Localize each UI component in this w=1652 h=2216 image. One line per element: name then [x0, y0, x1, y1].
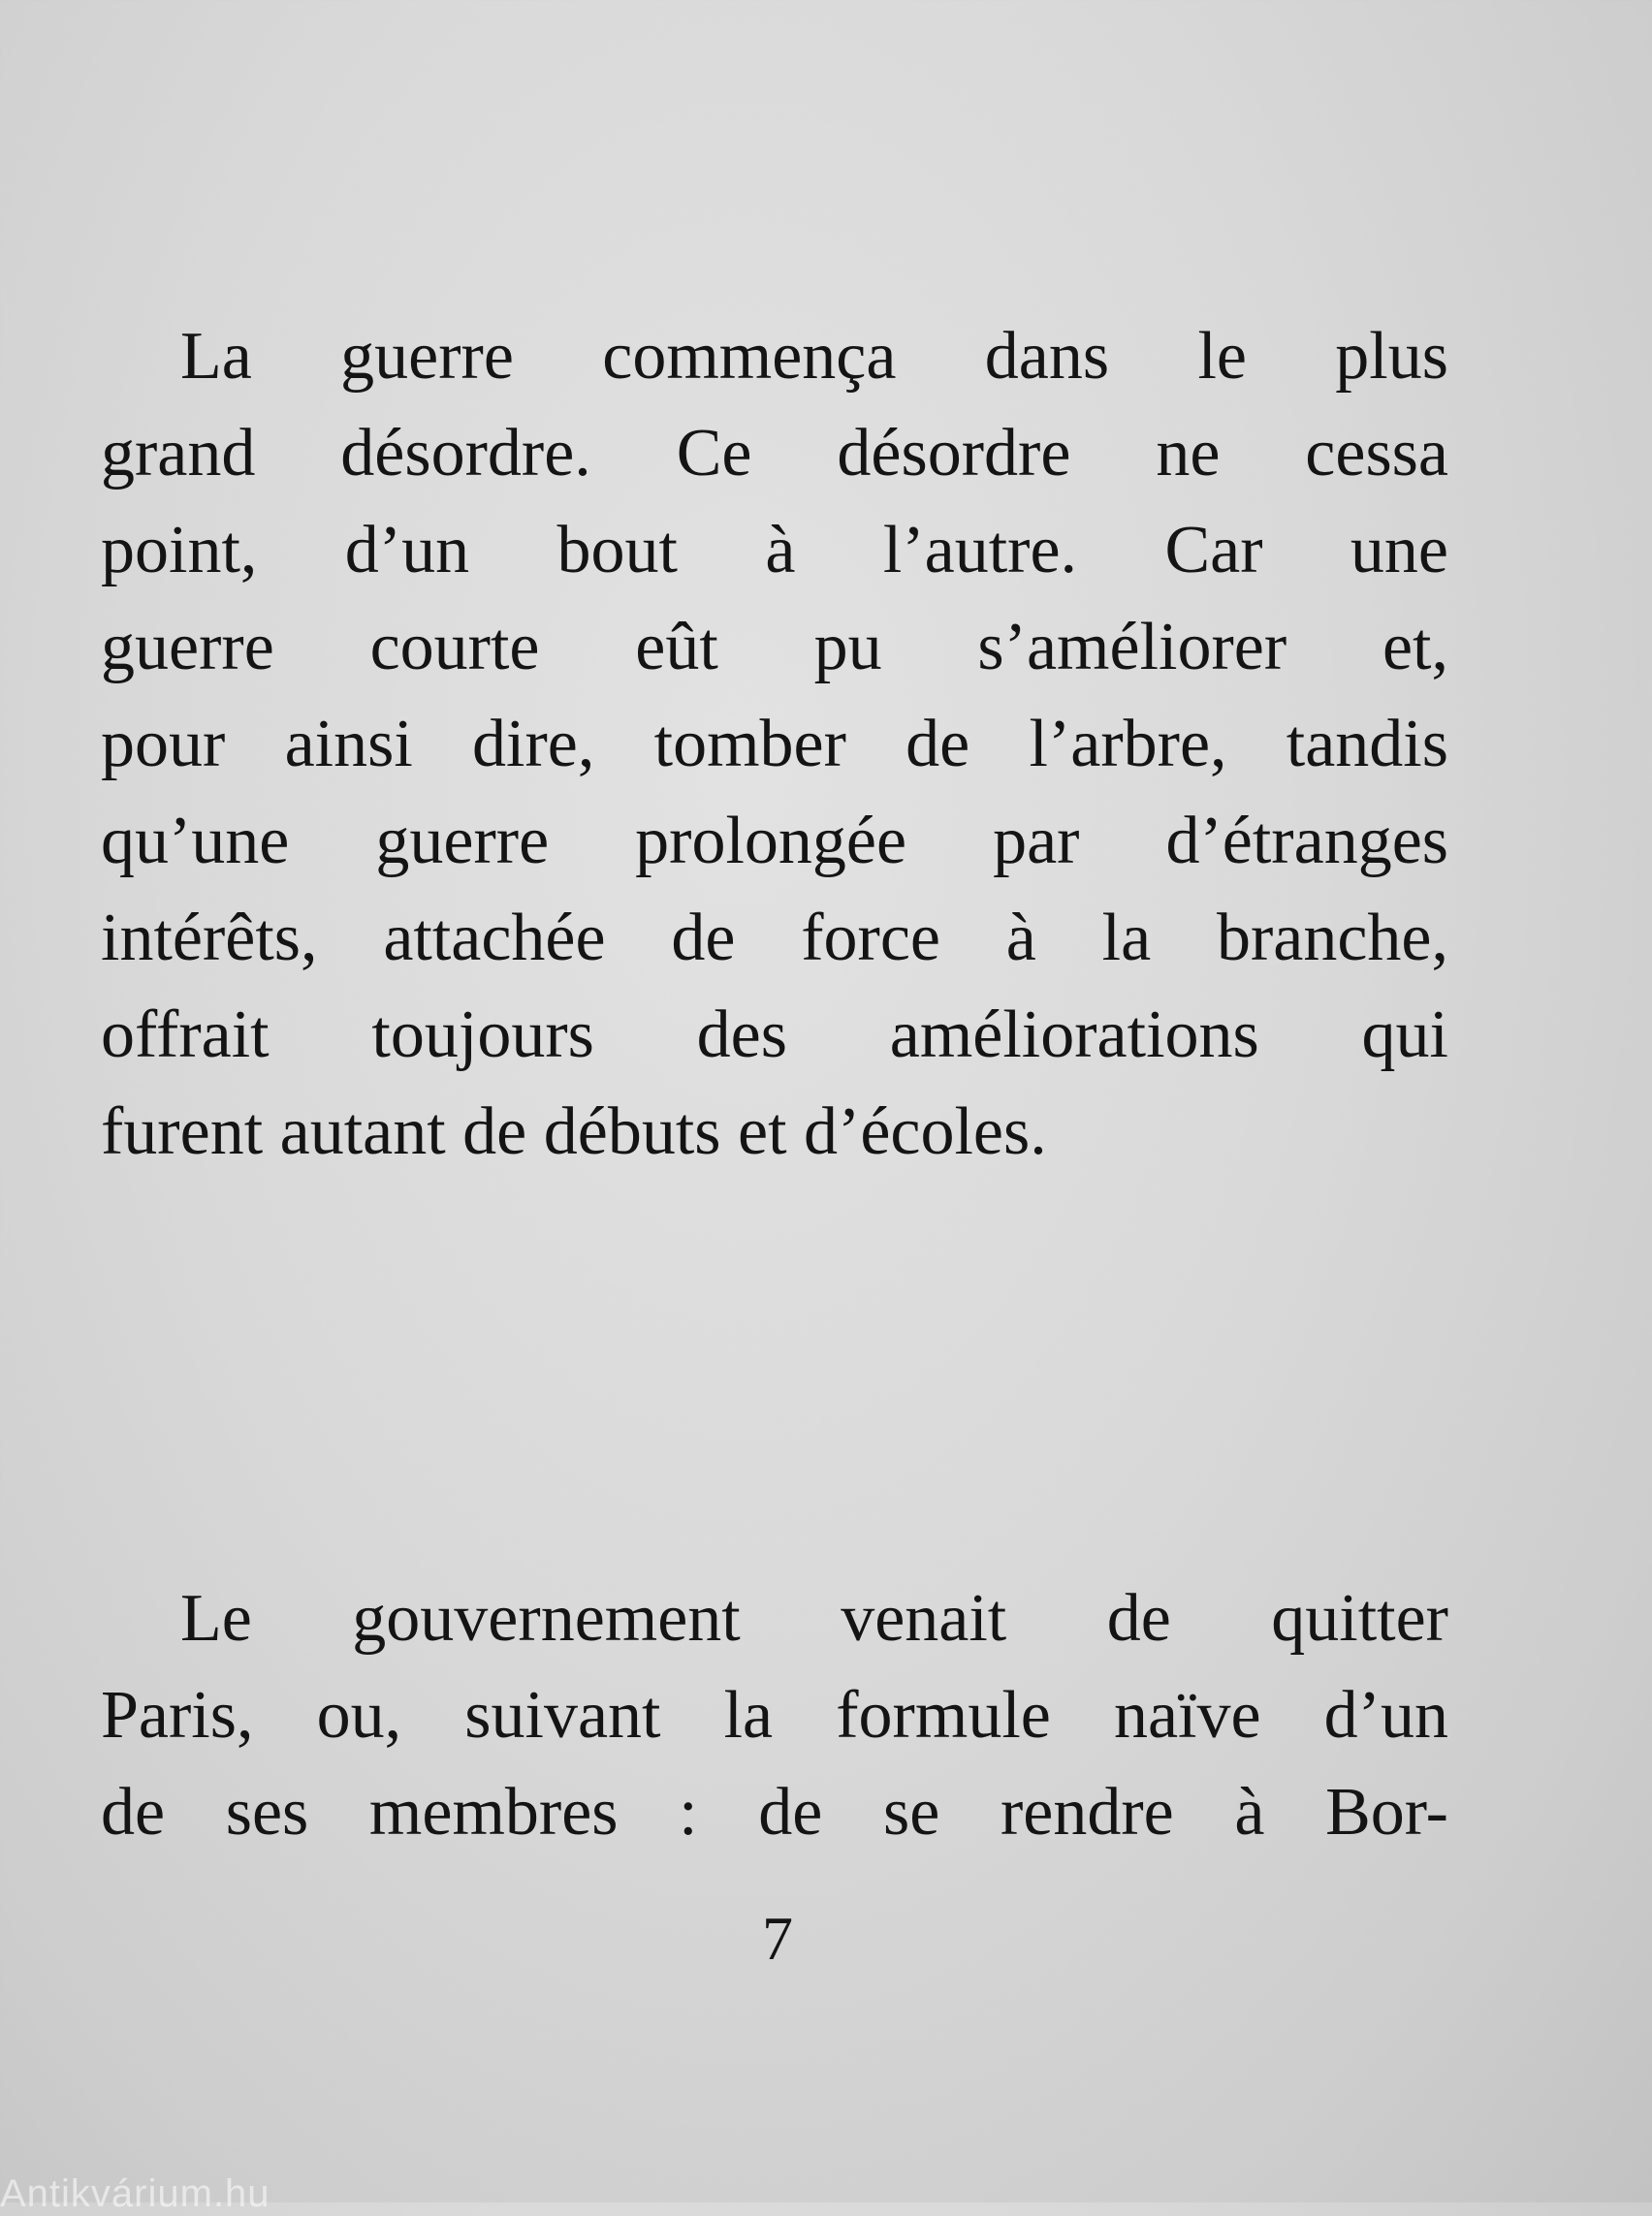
watermark: Antikvárium.hu: [0, 2172, 270, 2215]
paragraph-1: [101, 308, 1448, 1181]
paragraph-line: intérêts, attachée de force à la branche,: [101, 901, 1448, 975]
paragraph-2: [101, 1570, 1448, 1861]
paragraph-line: guerre courte eût pu s’améliorer et,: [101, 610, 1448, 684]
paragraph-line: Paris, ou, suivant la formule naïve d’un: [101, 1678, 1448, 1753]
paragraph-line: La guerre commença dans le plus: [180, 319, 1448, 394]
paragraph-line: offrait toujours des améliorations qui: [101, 997, 1448, 1072]
paragraph-line: grand désordre. Ce désordre ne cessa: [101, 416, 1448, 491]
paragraph-line: point, d’un bout à l’autre. Car une: [101, 513, 1448, 587]
paragraph-line: furent autant de débuts et d’écoles.: [101, 1094, 1047, 1169]
paragraph-line: qu’une guerre prolongée par d’étranges: [101, 804, 1448, 878]
paragraph-line: de ses membres : de se rendre à Bor-: [101, 1775, 1448, 1850]
paragraph-line: Le gouvernement venait de quitter: [180, 1581, 1448, 1656]
page-number: 7: [762, 1904, 793, 1973]
paragraph-line: pour ainsi dire, tomber de l’arbre, tandis: [101, 707, 1448, 781]
